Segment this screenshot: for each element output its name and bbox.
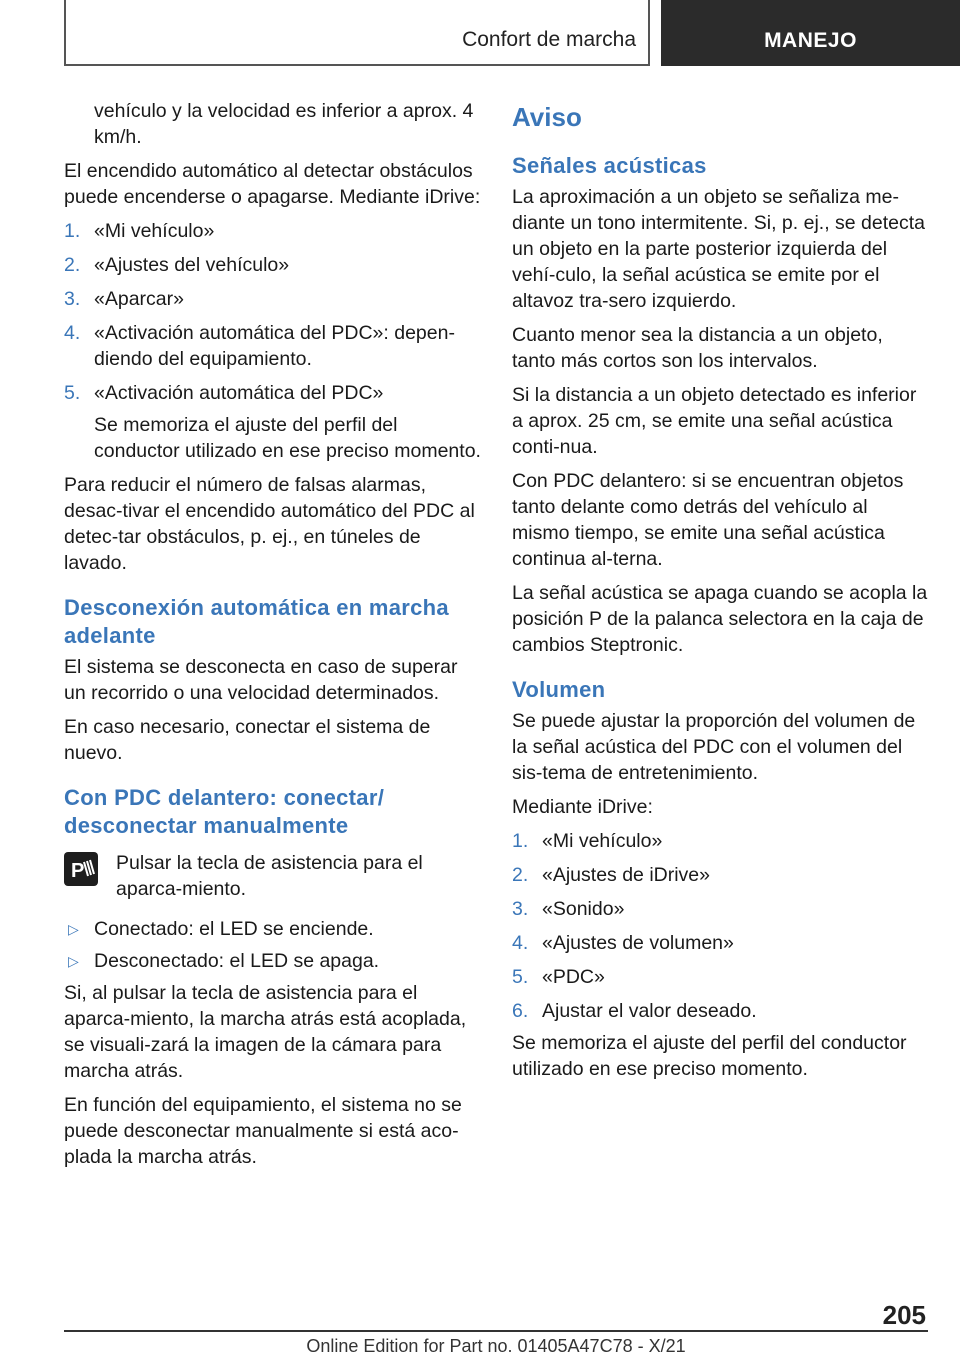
step-number: 4. — [512, 932, 529, 954]
step-note: Se memoriza el ajuste del perfil del conductor utilizado en ese preciso momento. — [94, 414, 481, 462]
step-number: 4. — [64, 322, 81, 344]
park-assist-icon — [64, 852, 98, 886]
step-number: 5. — [64, 382, 81, 404]
park-assist-text: Pulsar la tecla de asistencia para el aparca-miento. — [116, 852, 423, 900]
section-heading-signals: Señales acústicas — [512, 153, 707, 178]
list-item — [64, 948, 484, 974]
step-text: «Mi vehículo» — [94, 220, 215, 242]
step-number: 1. — [64, 220, 81, 242]
signals-paragraph-1: La aproximación a un objeto se señaliza me-diante un tono intermitente. Si, p. ej., se detecta un objeto en la parte posterior izquierda del vehí-culo, la señal acústica se emite por el altavoz tra-sero izquierdo. — [512, 186, 926, 312]
park-assist-instruction — [64, 850, 484, 902]
step-number: 2. — [512, 864, 529, 886]
page-number: 205 — [882, 1300, 926, 1330]
step-text: «Activación automática del PDC»: depen-diendo del equipamiento. — [94, 322, 455, 370]
false-alarms-paragraph: Para reducir el número de falsas alarmas, desac-tivar el encendido automático del PDC al detec-tar obstáculos, p. ej., en túneles de lavado. — [64, 474, 475, 574]
bullet-text: Conectado: el LED se enciende. — [94, 918, 374, 940]
auto-off-paragraph-1: El sistema se desconecta en caso de superar un recorrido o una velocidad determinados. — [64, 656, 458, 704]
signals-paragraph-5: La señal acústica se apaga cuando se acopla la posición P de la palanca selectora en la caja de cambios Steptronic. — [512, 582, 928, 656]
step-text: «Ajustes de iDrive» — [542, 864, 710, 886]
list-item — [512, 896, 928, 922]
header-section-title: Confort de marcha — [462, 28, 636, 51]
list-item — [64, 916, 484, 942]
list-item — [64, 380, 484, 406]
section-heading-auto-off: Desconexión automática en marcha adelante — [64, 595, 449, 648]
step-text: «Activación automática del PDC» — [94, 382, 384, 404]
bullet-triangle-icon: ▷ — [68, 921, 79, 937]
step-text: «Sonido» — [542, 898, 625, 920]
list-item — [512, 930, 928, 956]
section-heading-manual: Con PDC delantero: conectar/ desconectar manualmente — [64, 785, 385, 838]
step-text: «Aparcar» — [94, 288, 184, 310]
list-item — [64, 320, 484, 372]
led-status-list — [64, 916, 484, 974]
heading-aviso: Aviso — [512, 102, 582, 132]
header-rule-divider — [648, 0, 650, 66]
step-text: «Ajustes de volumen» — [542, 932, 734, 954]
step-text: «PDC» — [542, 966, 605, 988]
bullet-text: Desconectado: el LED se apaga. — [94, 950, 380, 972]
step-text: Ajustar el valor deseado. — [542, 1000, 757, 1022]
volume-steps-list — [512, 828, 928, 1024]
volume-paragraph-3: Se memoriza el ajuste del perfil del conductor utilizado en ese preciso momento. — [512, 1032, 907, 1080]
header-rule-bottom — [64, 64, 650, 66]
list-item — [64, 218, 484, 244]
header-rule-left — [64, 0, 66, 66]
list-item — [64, 286, 484, 312]
header-chapter-tab: MANEJO — [661, 0, 960, 66]
volume-paragraph-1: Se puede ajustar la proporción del volumen de la señal acústica del PDC con el volumen del sis-tema de entretenimiento. — [512, 710, 916, 784]
left-column — [64, 98, 484, 1178]
equipment-paragraph: En función del equipamiento, el sistema no se puede desconectar manualmente si está aco-plada la marcha atrás. — [64, 1094, 462, 1168]
bullet-triangle-icon: ▷ — [68, 953, 79, 969]
continued-paragraph: vehículo y la velocidad es inferior a aprox. 4 km/h. — [94, 100, 474, 148]
right-column — [512, 98, 928, 1090]
list-item — [512, 828, 928, 854]
auto-on-paragraph: El encendido automático al detectar obstáculos puede encenderse o apagarse. Mediante iDrive: — [64, 160, 481, 208]
list-item — [512, 998, 928, 1024]
list-item — [512, 964, 928, 990]
step-number: 3. — [64, 288, 81, 310]
volume-paragraph-2: Mediante iDrive: — [512, 796, 653, 818]
idrive-steps-list — [64, 218, 484, 464]
auto-off-paragraph-2: En caso necesario, conectar el sistema de nuevo. — [64, 716, 431, 764]
section-heading-volume: Volumen — [512, 677, 606, 702]
signals-paragraph-3: Si la distancia a un objeto detectado es inferior a aprox. 25 cm, se emite una señal acústica conti-nua. — [512, 384, 917, 458]
step-text: «Ajustes del vehículo» — [94, 254, 290, 276]
step-number: 5. — [512, 966, 529, 988]
svg-text:P: P — [71, 860, 85, 882]
step-number: 3. — [512, 898, 529, 920]
step-number: 2. — [64, 254, 81, 276]
reverse-camera-paragraph: Si, al pulsar la tecla de asistencia para el aparca-miento, la marcha atrás está acoplada, se visuali-zará la imagen de la cámara para marcha atrás. — [64, 982, 467, 1082]
step-number: 1. — [512, 830, 529, 852]
step-number: 6. — [512, 1000, 529, 1022]
signals-paragraph-4: Con PDC delantero: si se encuentran objetos tanto delante como detrás del vehículo al mismo tiempo, se emite una señal acústica continua al-terna. — [512, 470, 904, 570]
footer-rule — [64, 1330, 928, 1332]
footer-edition: Online Edition for Part no. 01405A47C78 - X/21 — [306, 1336, 686, 1356]
list-item — [64, 252, 484, 278]
step-text: «Mi vehículo» — [542, 830, 663, 852]
signals-paragraph-2: Cuanto menor sea la distancia a un objeto, tanto más cortos son los intervalos. — [512, 324, 883, 372]
list-item — [512, 862, 928, 888]
